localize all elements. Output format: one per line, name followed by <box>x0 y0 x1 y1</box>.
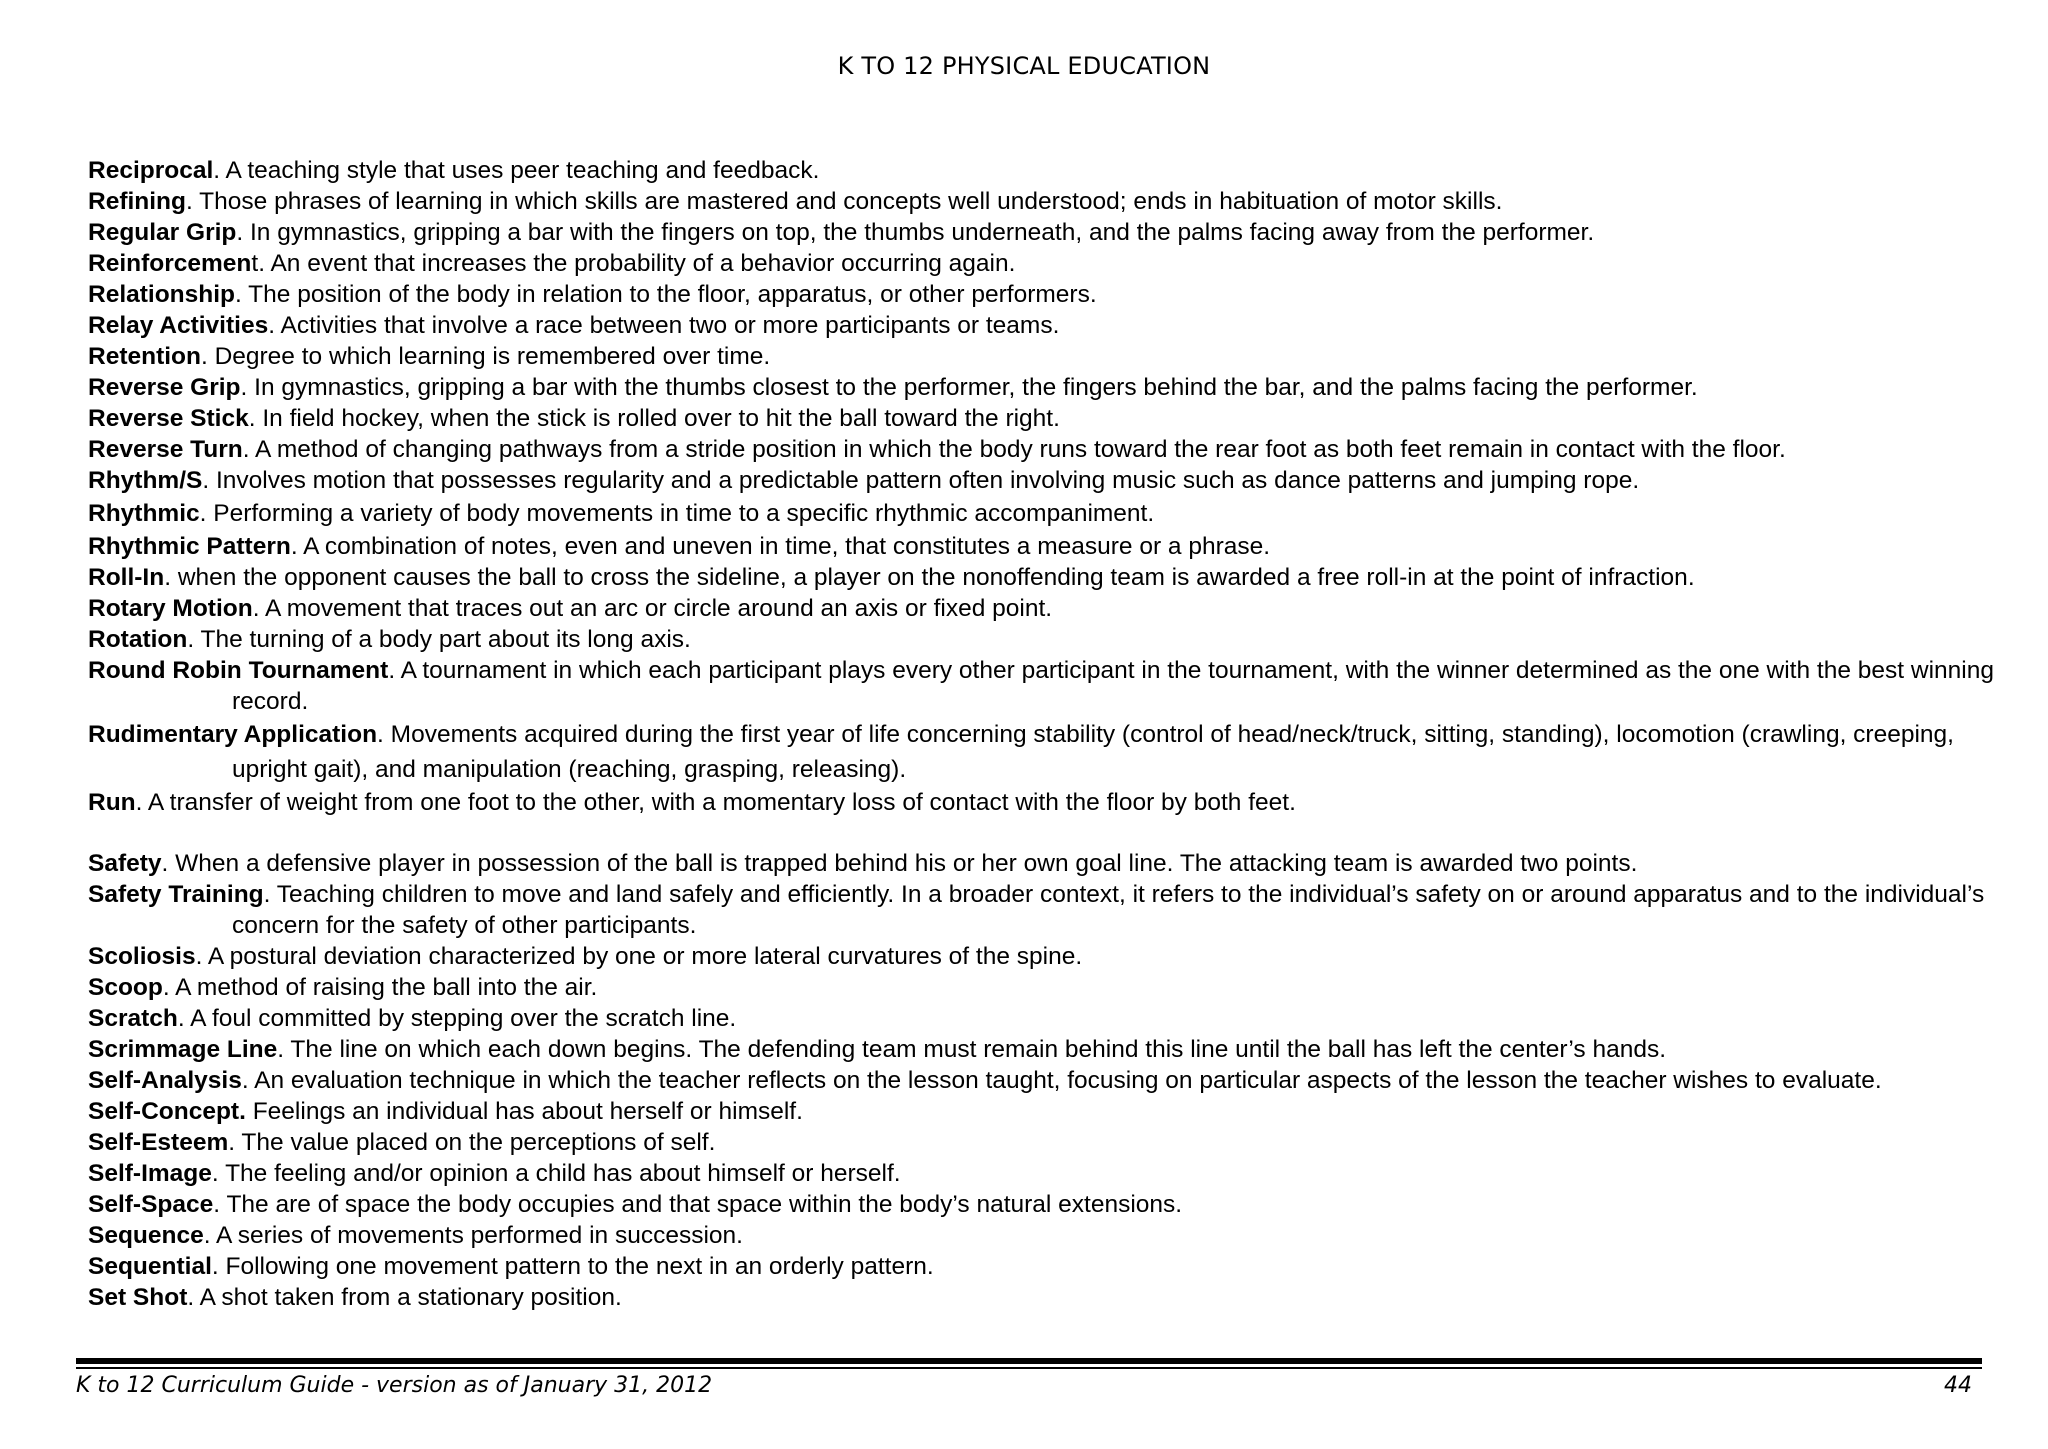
glossary-term: Reverse Turn <box>88 436 243 463</box>
glossary-entry <box>88 403 2008 434</box>
glossary-term: Rudimentary Application <box>88 721 378 748</box>
glossary-definition: . Those phrases of learning in which skills are mastered and concepts well understood; ends in habituation of motor skills. <box>186 188 1503 215</box>
glossary-definition: . When a defensive player in possession of the ball is trapped behind his or her own goal line. The attacking team is awarded two points. <box>161 850 1638 877</box>
glossary-entry <box>88 655 2008 717</box>
glossary-definition: . In gymnastics, gripping a bar with the thumbs closest to the performer, the fingers behind the bar, and the palms facing the performer. <box>240 374 1698 401</box>
glossary-entry <box>88 562 2008 593</box>
page-number: 44 <box>1944 1373 1972 1398</box>
glossary-definition: . The value placed on the perceptions of self. <box>228 1129 716 1156</box>
glossary-definition: . Performing a variety of body movements in time to a specific rhythmic accompaniment. <box>199 500 1155 527</box>
glossary-entry <box>88 1220 2008 1251</box>
glossary-entry <box>88 848 2008 879</box>
glossary-entry <box>88 1251 2008 1282</box>
glossary-term: Regular Grip <box>88 219 237 246</box>
glossary-definition: . A movement that traces out an arc or circle around an axis or fixed point. <box>252 595 1053 622</box>
glossary-term: Rhythmic Pattern <box>88 533 291 560</box>
glossary-entry <box>88 1096 2008 1127</box>
glossary-entry <box>88 217 2008 248</box>
glossary-entry <box>88 186 2008 217</box>
glossary-entry <box>88 434 2008 465</box>
glossary-definition: . A postural deviation characterized by one or more lateral curvatures of the spine. <box>195 943 1083 970</box>
glossary-entry <box>88 1282 2008 1313</box>
glossary-definition: . Activities that involve a race between two or more participants or teams. <box>268 312 1060 339</box>
glossary-entry <box>88 496 2008 531</box>
glossary-term: Scoop <box>88 974 163 1001</box>
glossary-entry <box>88 341 2008 372</box>
glossary-term: Scratch <box>88 1005 178 1032</box>
glossary-entry <box>88 155 2008 186</box>
glossary-entry <box>88 1127 2008 1158</box>
glossary-definition: . The feeling and/or opinion a child has about himself or herself. <box>211 1160 901 1187</box>
glossary-term: Rotation <box>88 626 188 653</box>
footer-divider-thick <box>76 1358 1982 1364</box>
glossary-definition: . Degree to which learning is remembered over time. <box>200 343 771 370</box>
glossary-entry <box>88 972 2008 1003</box>
glossary-term: Retention <box>88 343 201 370</box>
glossary-entry <box>88 310 2008 341</box>
glossary-list <box>88 155 2008 1313</box>
glossary-definition: . In field hockey, when the stick is rolled over to hit the ball toward the right. <box>248 405 1060 432</box>
glossary-entry <box>88 593 2008 624</box>
glossary-term: Rhythm/S <box>88 467 203 494</box>
footer-divider-thin <box>76 1367 1982 1369</box>
glossary-term: Reverse Grip <box>88 374 241 401</box>
glossary-definition: . A method of raising the ball into the air. <box>162 974 598 1001</box>
glossary-term: Sequence <box>88 1222 204 1249</box>
glossary-definition: . Following one movement pattern to the next in an orderly pattern. <box>211 1253 934 1280</box>
glossary-entry <box>88 1065 2008 1096</box>
glossary-definition: . Involves motion that possesses regularity and a predictable pattern often involving music such as dance patterns and jumping rope. <box>202 467 1640 494</box>
glossary-definition: . An evaluation technique in which the teacher reflects on the lesson taught, focusing on particular aspects of the lesson the teacher wishes to evaluate. <box>241 1067 1882 1094</box>
glossary-entry <box>88 465 2008 496</box>
glossary-definition: . Teaching children to move and land safely and efficiently. In a broader context, it refers to the individual’s safety on or around apparatus and to the individual’s concern for the safety of other participants. <box>232 881 1985 939</box>
glossary-term: Reinforcemen <box>88 250 252 277</box>
glossary-entry <box>88 1158 2008 1189</box>
glossary-term: Sequential <box>88 1253 212 1280</box>
glossary-entry <box>88 279 2008 310</box>
glossary-definition: . A transfer of weight from one foot to the other, with a momentary loss of contact with the floor by both feet. <box>135 789 1296 816</box>
glossary-definition: t. An event that increases the probability of a behavior occurring again. <box>251 250 1016 277</box>
glossary-entry <box>88 717 2008 787</box>
glossary-term: Self-Analysis <box>88 1067 242 1094</box>
glossary-entry <box>88 1034 2008 1065</box>
glossary-term: Set Shot <box>88 1284 188 1311</box>
glossary-definition: . The position of the body in relation to the floor, apparatus, or other performers. <box>235 281 1097 308</box>
glossary-definition: . The are of space the body occupies and that space within the body’s natural extensions. <box>213 1191 1183 1218</box>
glossary-term: Relationship <box>88 281 236 308</box>
glossary-term: Self-Esteem <box>88 1129 229 1156</box>
glossary-term: Reciprocal <box>88 157 214 184</box>
glossary-entry <box>88 248 2008 279</box>
glossary-definition: . A shot taken from a stationary position. <box>187 1284 622 1311</box>
glossary-entry <box>88 531 2008 562</box>
glossary-definition: . The line on which each down begins. The defending team must remain behind this line until the ball has left the center’s hands. <box>277 1036 1667 1063</box>
glossary-term: Self-Space <box>88 1191 214 1218</box>
glossary-definition: . A series of movements performed in succession. <box>203 1222 743 1249</box>
glossary-term: Safety <box>88 850 162 877</box>
glossary-term: Roll-In <box>88 564 165 591</box>
glossary-definition: . A combination of notes, even and uneven in time, that constitutes a measure or a phrase. <box>290 533 1271 560</box>
glossary-entry <box>88 1003 2008 1034</box>
glossary-entry <box>88 624 2008 655</box>
glossary-term: Self-Concept. <box>88 1098 246 1125</box>
glossary-definition: . when the opponent causes the ball to cross the sideline, a player on the nonoffending team is awarded a free roll-in at the point of infraction. <box>164 564 1695 591</box>
glossary-term: Self-Image <box>88 1160 212 1187</box>
glossary-entry <box>88 787 2008 818</box>
glossary-entry <box>88 1189 2008 1220</box>
glossary-term: Round Robin Tournament <box>88 657 389 684</box>
glossary-term: Safety Training <box>88 881 264 908</box>
glossary-definition: . A foul committed by stepping over the scratch line. <box>177 1005 737 1032</box>
glossary-term: Scrimmage Line <box>88 1036 278 1063</box>
glossary-definition: Feelings an individual has about herself or himself. <box>245 1098 803 1125</box>
glossary-definition: . A teaching style that uses peer teaching and feedback. <box>213 157 820 184</box>
guide-version: K to 12 Curriculum Guide - version as of January 31, 2012 <box>76 1373 713 1398</box>
glossary-definition: . A method of changing pathways from a stride position in which the body runs toward the rear foot as both feet remain in contact with the floor. <box>242 436 1786 463</box>
glossary-entry <box>88 941 2008 972</box>
glossary-term: Refining <box>88 188 186 215</box>
glossary-definition: . A tournament in which each participant plays every other participant in the tournament, with the winner determined as the one with the best winning record. <box>232 657 1994 715</box>
glossary-term: Reverse Stick <box>88 405 249 432</box>
page-footer <box>76 1373 1972 1398</box>
glossary-entry <box>88 879 2008 941</box>
glossary-term: Scoliosis <box>88 943 196 970</box>
glossary-entry <box>88 372 2008 403</box>
glossary-definition: . Movements acquired during the first year of life concerning stability (control of head/neck/truck, sitting, standing), locomotion (crawling, creeping, upright gait), and manipulation (reaching, grasping, releasing). <box>232 721 1954 783</box>
page-header: K TO 12 PHYSICAL EDUCATION <box>837 52 1211 80</box>
glossary-definition: . In gymnastics, gripping a bar with the fingers on top, the thumbs underneath, and the palms facing away from the performer. <box>236 219 1595 246</box>
glossary-term: Relay Activities <box>88 312 269 339</box>
glossary-term: Rhythmic <box>88 500 200 527</box>
glossary-definition: . The turning of a body part about its long axis. <box>187 626 691 653</box>
glossary-term: Run <box>88 789 136 816</box>
glossary-term: Rotary Motion <box>88 595 253 622</box>
